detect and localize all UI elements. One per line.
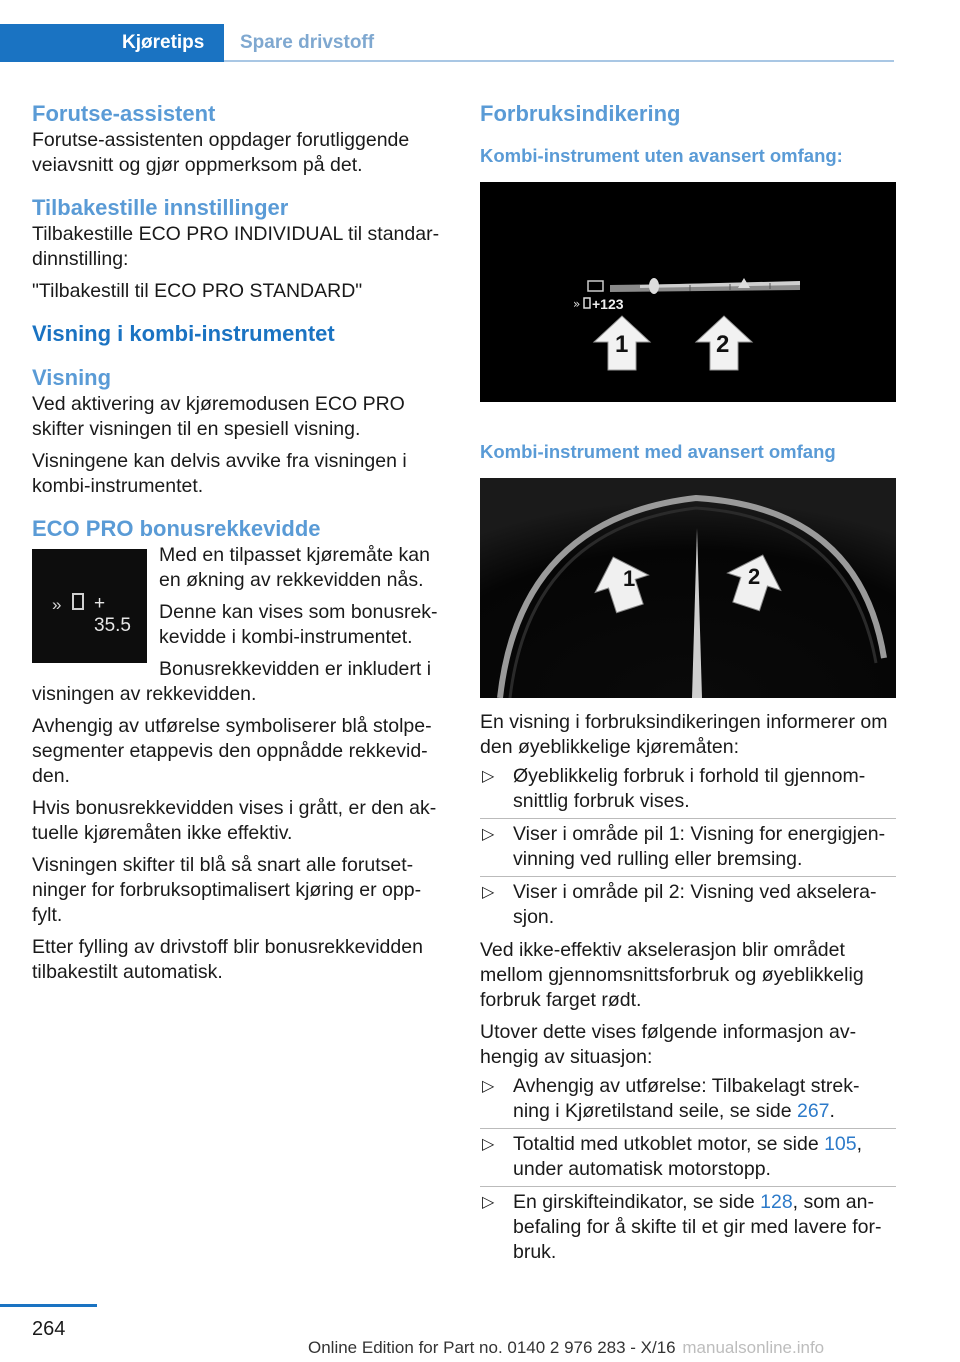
instrument-basic-image <box>480 182 896 402</box>
triangle-right-icon: ▷ <box>482 1078 495 1095</box>
paragraph-intro: En visning i forbruksindikeringen informerer om den øyeblikkelige kjøremåten: <box>480 711 888 758</box>
right-column <box>480 100 896 1273</box>
heading-visning: Visning <box>32 365 112 390</box>
list-item: ▷ Totaltid med utkoblet motor, se side 105, under automatisk motorstopp. <box>480 1132 896 1182</box>
instrument-basic-value: +123 <box>592 296 624 312</box>
divider <box>480 876 896 877</box>
chevron-right-icon: » <box>52 595 62 614</box>
footer-edition <box>308 1338 824 1358</box>
header-divider <box>224 60 894 62</box>
fuel-pump-icon <box>72 593 84 610</box>
heading-med-avansert: Kombi-instrument med avansert omfang <box>480 441 836 462</box>
tab-kjoretips[interactable]: Kjøretips <box>0 24 224 62</box>
instrument-advanced-illustration <box>480 478 896 698</box>
paragraph-eco-1: Med en tilpasset kjøremåte kan en økning av rekkevidden nås. <box>159 544 430 591</box>
left-column <box>32 100 448 985</box>
paragraph-tilbakestille-1: Tilbakestille ECO PRO INDIVIDUAL til standar‐dinnstilling: <box>32 223 440 270</box>
page-number: 264 <box>32 1318 66 1340</box>
paragraph-eco-6: Visningen skifter til blå så snart alle forutset‐ninger for forbruksoptimalisert kjøring er opp‐fylt. <box>32 854 422 926</box>
heading-eco-pro-bonus: ECO PRO bonusrekkevidde <box>32 516 321 541</box>
paragraph-tilbakestille-2: "Tilbakestill til ECO PRO STANDARD" <box>32 280 363 302</box>
eco-section <box>32 543 448 707</box>
tab-spare-drivstoff[interactable]: Spare drivstoff <box>240 32 375 53</box>
triangle-right-icon: ▷ <box>482 884 495 901</box>
page-link-267[interactable]: 267 <box>796 1100 830 1122</box>
edition-text: Online Edition for Part no. 0140 2 976 283 - X/16 <box>308 1338 676 1357</box>
paragraph-eco-5: Hvis bonusrekkevidden vises i grått, er den ak‐tuelle kjøremåten ikke effektiv. <box>32 797 437 844</box>
heading-forbruksindikering: Forbruksindikering <box>480 101 681 126</box>
divider <box>480 1186 896 1187</box>
paragraph-visning-1: Ved aktivering av kjøremodusen ECO PRO skifter visningen til en spesiell visning. <box>32 393 405 440</box>
triangle-right-icon: ▷ <box>482 1136 495 1153</box>
eco-bonus-value: + 35.5 <box>94 593 131 636</box>
list-forbruk <box>480 764 896 930</box>
paragraph-visning-2: Visningene kan delvis avvike fra visningen i kombi-instrumentet. <box>32 450 407 497</box>
triangle-right-icon: ▷ <box>482 826 495 843</box>
list-item: ▷ Viser i område pil 2: Visning ved akselera‐sjon. <box>482 881 877 928</box>
paragraph-eco-3: Bonusrekkevidden er inkludert i visningen av rekkevidden. <box>32 658 432 705</box>
page-link-105[interactable]: 105 <box>824 1133 857 1155</box>
list-item: ▷ Avhengig av utførelse: Tilbakelagt strek‐ning i Kjøretilstand seile, se side 267. <box>480 1074 896 1124</box>
arrow-1-label-advanced: 1 <box>623 566 636 591</box>
heading-tilbakestille: Tilbakestille innstillinger <box>32 195 289 220</box>
arrow-1-label: 1 <box>615 331 629 358</box>
heading-visning-kombi: Visning i kombi-instrumentet <box>32 321 335 346</box>
heading-forutse-assistent: Forutse-assistent <box>32 101 216 126</box>
list-item: ▷ Øyeblikkelig forbruk i forhold til gjennom‐snittlig forbruk vises. <box>480 764 896 814</box>
arrow-2-label: 2 <box>716 331 730 358</box>
divider <box>480 818 896 819</box>
divider <box>480 1128 896 1129</box>
paragraph-ikke-effektiv: Ved ikke-effektiv akselerasjon blir området mellom gjennomsnittsforbruk og øyeblikkelig forbruk farget rødt. <box>480 939 864 1011</box>
paragraph-forutse: Forutse-assistenten oppdager forutliggende veiavsnitt og gjør oppmerksom på det. <box>32 129 410 176</box>
instrument-basic-illustration <box>480 182 896 402</box>
footer-accent-line <box>0 1304 97 1307</box>
triangle-right-icon: ▷ <box>482 768 495 785</box>
eco-bonus-image <box>32 549 147 663</box>
page-link-128[interactable]: 128 <box>760 1191 793 1213</box>
heading-uten-avansert: Kombi-instrument uten avansert omfang: <box>480 145 843 166</box>
watermark: manualsonline.info <box>682 1338 825 1357</box>
triangle-right-icon: ▷ <box>482 1194 495 1211</box>
list-item: ▷ Viser i område pil 1: Visning for energigjen‐vinning ved rulling eller bremsing. <box>480 822 896 872</box>
paragraph-eco-2: Denne kan vises som bonusrek‐kevidde i kombi-instrumentet. <box>159 601 438 648</box>
svg-text:»: » <box>573 297 581 311</box>
paragraph-eco-7: Etter fylling av drivstoff blir bonusrekkevidden tilbakestilt automatisk. <box>32 936 423 983</box>
instrument-advanced-image <box>480 478 896 698</box>
list-informasjon <box>480 1074 896 1265</box>
paragraph-eco-4: Avhengig av utførelse symboliserer blå stolpe‐segmenter etappevis den oppnådde rekkevid‐den. <box>32 715 432 787</box>
header-tabs <box>0 0 960 62</box>
arrow-2-label-advanced: 2 <box>748 564 761 589</box>
list-item: ▷ En girskifteindikator, se side 128, som an‐befaling for å skifte til et gir med lavere for‐bruk. <box>482 1191 882 1263</box>
paragraph-utover: Utover dette vises følgende informasjon av‐hengig av situasjon: <box>480 1021 857 1068</box>
